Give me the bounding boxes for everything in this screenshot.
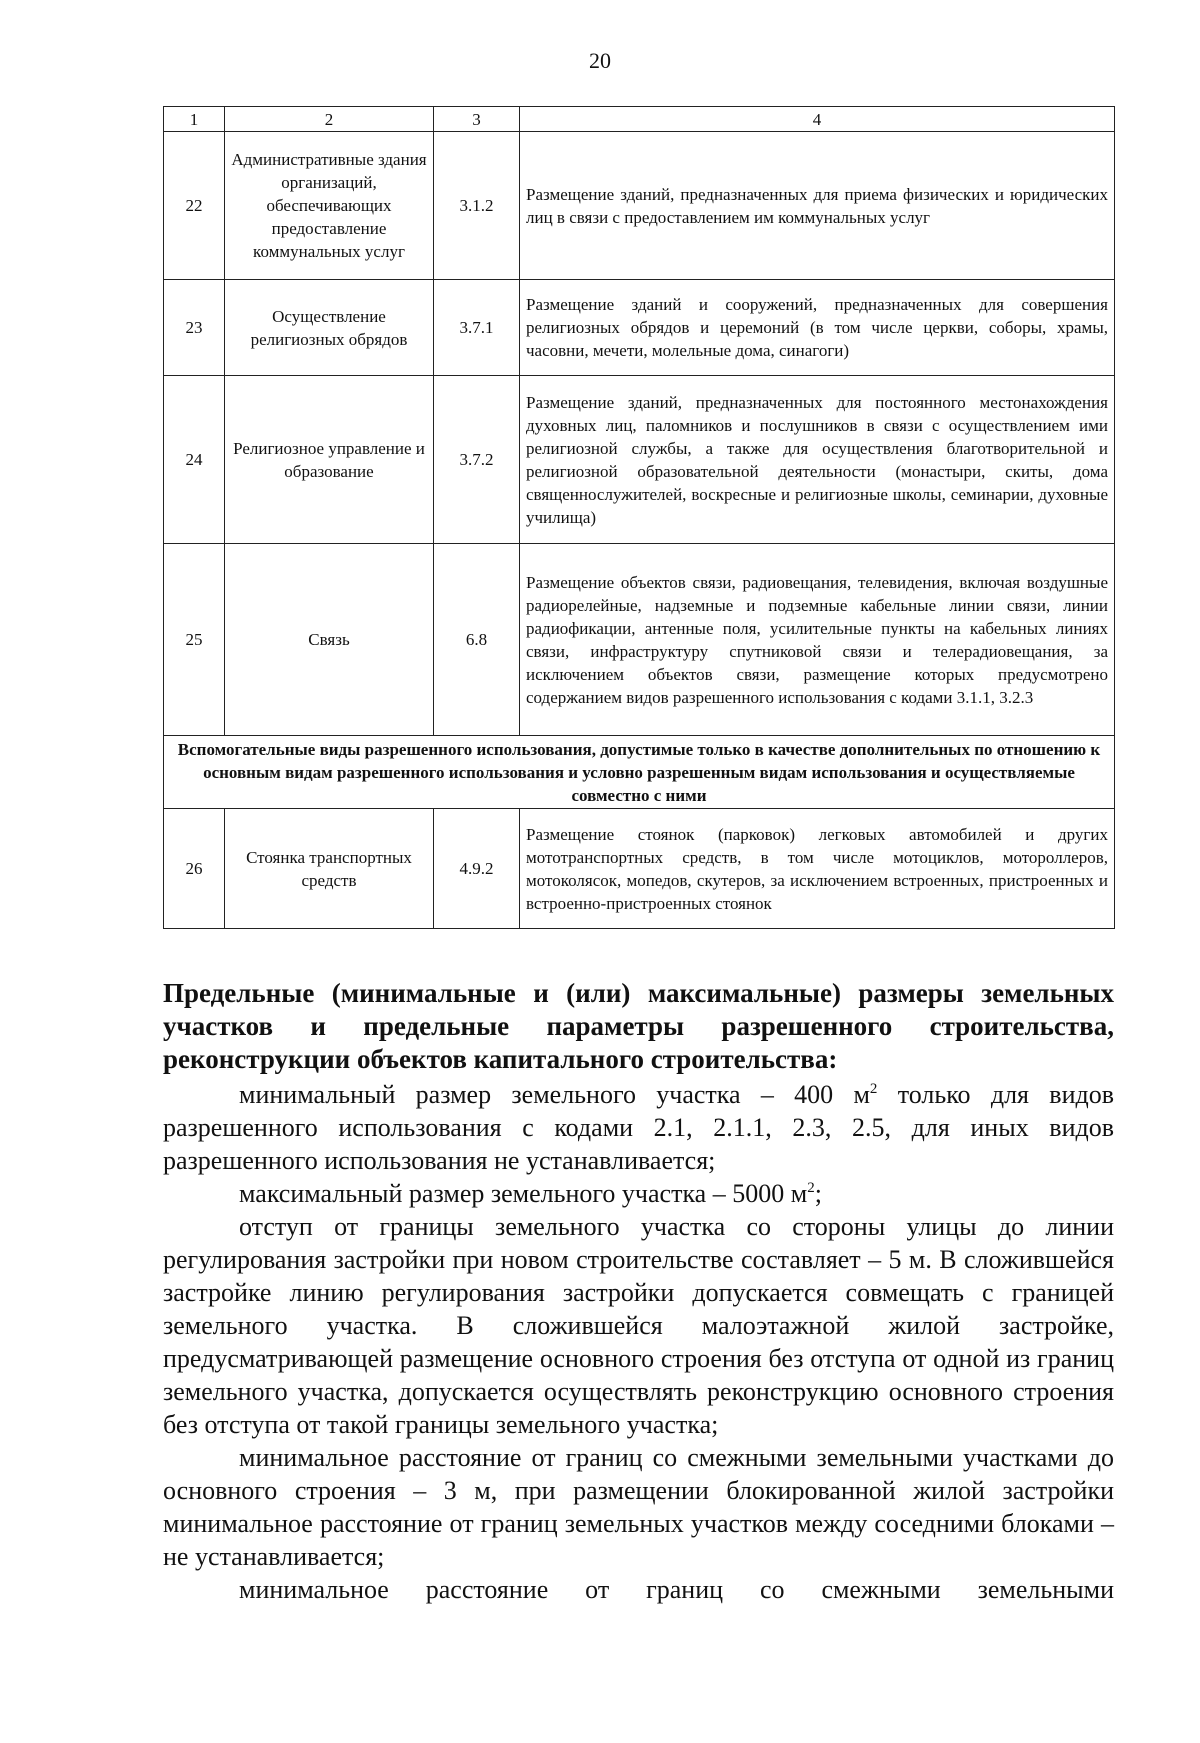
use-description: Размещение зданий, предназначенных для приема физических и юридических лиц в связи с предоставлением им коммунальных услуг (520, 132, 1115, 280)
header-col-1: 1 (164, 107, 225, 132)
table-header-row (164, 107, 1115, 132)
use-code: 6.8 (434, 544, 520, 736)
table-row (164, 544, 1115, 736)
row-number: 23 (164, 280, 225, 376)
use-code: 3.7.2 (434, 376, 520, 544)
section-heading-row (164, 736, 1115, 809)
body-text (163, 1078, 1114, 1606)
use-name: Осуществление религиозных обрядов (225, 280, 434, 376)
paragraph-neighbor-setback-continued: минимальное расстояние от границ со смежными земельными (239, 1575, 1114, 1604)
table-row (164, 132, 1115, 280)
superscript: 2 (807, 1180, 815, 1196)
use-code: 4.9.2 (434, 809, 520, 929)
section-title: Предельные (минимальные и (или) максимальные) размеры земельных участков и предельные параметры разрешенного строительства, реконструкции объектов капитального строительства: (163, 978, 1114, 1074)
paragraph-street-setback: отступ от границы земельного участка со стороны улицы до линии регулирования застройки при новом строительстве составляет – 5 м. В сложившейся застройке линию регулирования застройки допускается совмещать с границей земельного участка. В сложившейся малоэтажной жилой застройке, предусматривающей размещение основного строения без отступа от одной из границ земельного участка, допускается осуществлять реконструкцию основного строения без отступа от такой границы земельного участка; (163, 1212, 1114, 1439)
superscript: 2 (869, 1081, 878, 1097)
row-number: 22 (164, 132, 225, 280)
land-use-table (163, 106, 1115, 929)
page-number: 20 (589, 48, 611, 73)
use-name: Административные здания организаций, обеспечивающих предоставление коммунальных услуг (225, 132, 434, 280)
use-code: 3.1.2 (434, 132, 520, 280)
use-name: Религиозное управление и образование (225, 376, 434, 544)
paragraph-text: минимальный размер земельного участка – 400 м (239, 1080, 870, 1109)
use-name: Стоянка транспортных средств (225, 809, 434, 929)
use-code: 3.7.1 (434, 280, 520, 376)
header-col-3: 3 (434, 107, 520, 132)
paragraph-max-plot-size (163, 1177, 1114, 1210)
use-description: Размещение стоянок (парковок) легковых автомобилей и других мототранспортных средств, в том числе мотоциклов, мотороллеров, мотоколясок, мопедов, скутеров, за исключением встроенных, пристроенных и встроенно-пристроенных стоянок (520, 809, 1115, 929)
section-heading (164, 736, 1115, 809)
paragraph-text: только для видов разрешенного использования с кодами 2.1, 2.1.1, 2.3, 2.5, для иных видов разрешенного использования не устанавливается; (163, 1080, 1114, 1175)
use-description: Размещение зданий, предназначенных для постоянного местонахождения духовных лиц, паломников и послушников в связи с осуществлением ими религиозной службы, а также для осуществления благотворительной и религиозной образовательной деятельности (монастыри, скиты, дома священнослужителей, воскресные и религиозные школы, семинарии, духовные училища) (520, 376, 1115, 544)
paragraph-neighbor-setback: минимальное расстояние от границ со смежными земельными участками до основного строения – 3 м, при размещении блокированной жилой застройки минимальное расстояние от границ земельных участков между соседними блоками – не устанавливается; (163, 1443, 1114, 1571)
row-number: 25 (164, 544, 225, 736)
header-col-2: 2 (225, 107, 434, 132)
use-description: Размещение зданий и сооружений, предназначенных для совершения религиозных обрядов и церемоний (в том числе церкви, соборы, храмы, часовни, мечети, молельные дома, синагоги) (520, 280, 1115, 376)
use-name: Связь (225, 544, 434, 736)
paragraph-min-plot-size (163, 1078, 1114, 1177)
section-heading-text: Вспомогательные виды разрешенного использования, допустимые только в качестве дополнительных по отношению к основным видам разрешенного использования и условно разрешенным видам использования и осуществляемые совместно с ними (177, 739, 1101, 805)
table-row (164, 376, 1115, 544)
table-row (164, 809, 1115, 929)
paragraph-text: ; (814, 1179, 822, 1208)
table-row (164, 280, 1115, 376)
row-number: 24 (164, 376, 225, 544)
paragraph-text: максимальный размер земельного участка – 5000 м (239, 1179, 808, 1208)
use-description: Размещение объектов связи, радиовещания, телевидения, включая воздушные радиорелейные, надземные и подземные кабельные линии связи, линии радиофикации, антенные поля, усилительные пункты на кабельных линиях связи, инфраструктуру спутниковой связи и телерадиовещания, за исключением объектов связи, размещение которых предусмотрено содержанием видов разрешенного использования с кодами 3.1.1, 3.2.3 (520, 544, 1115, 736)
header-col-4: 4 (520, 107, 1115, 132)
row-number: 26 (164, 809, 225, 929)
